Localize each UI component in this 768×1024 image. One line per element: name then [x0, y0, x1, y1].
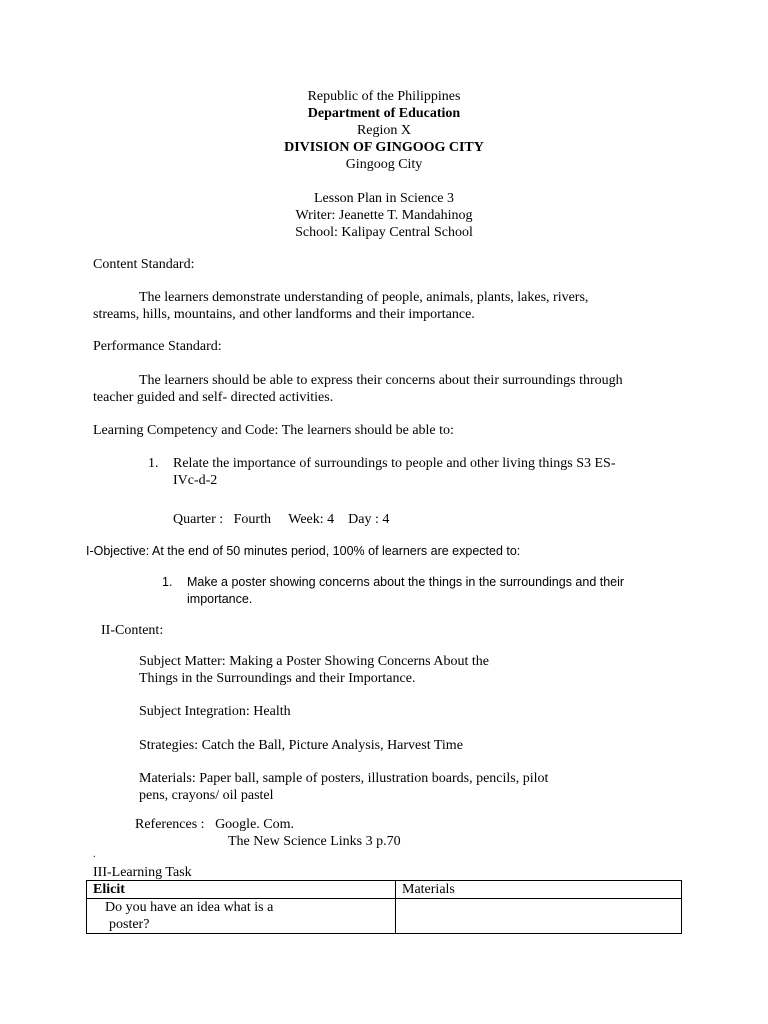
objective-item-line-2: importance. — [187, 592, 253, 606]
subject-matter-line-1: Subject Matter: Making a Poster Showing Concerns About the — [139, 654, 489, 669]
objective-heading: I-Objective: At the end of 50 minutes period, 100% of learners are expected to: — [86, 544, 521, 558]
performance-standard-heading: Performance Standard: — [93, 339, 222, 354]
competency-heading: Learning Competency and Code: The learners should be able to: — [93, 423, 454, 438]
objective-item-line-1: Make a poster showing concerns about the things in the surroundings and their — [187, 575, 625, 589]
competency-item-line-2: IVc-d-2 — [173, 473, 218, 488]
elicit-question-line-2: poster? — [109, 917, 150, 932]
learning-task-table — [86, 880, 682, 934]
header-department: Department of Education — [307, 106, 461, 121]
objective-number: 1. — [162, 575, 173, 589]
table-header-materials: Materials — [396, 881, 682, 899]
elicit-question-line-1: Do you have an idea what is a — [105, 900, 274, 915]
table-cell-materials — [396, 899, 682, 934]
references-line-2: The New Science Links 3 p.70 — [228, 834, 401, 849]
header-region: Region X — [356, 123, 412, 138]
content-heading: II-Content: — [101, 623, 164, 638]
writer-line: Writer: Jeanette T. Mandahinog — [295, 208, 473, 223]
stray-dot: . — [93, 849, 96, 860]
strategies: Strategies: Catch the Ball, Picture Analysis, Harvest Time — [139, 738, 463, 753]
competency-number: 1. — [148, 456, 159, 471]
references-line-1: References : Google. Com. — [135, 817, 295, 832]
header-city: Gingoog City — [345, 157, 423, 172]
table-row — [87, 899, 682, 934]
competency-item-line-1: Relate the importance of surroundings to people and other living things S3 ES- — [173, 456, 616, 471]
learning-task-heading: III-Learning Task — [93, 865, 192, 880]
materials-line-2: pens, crayons/ oil pastel — [139, 788, 274, 803]
table-header-row — [87, 881, 682, 899]
subject-integration: Subject Integration: Health — [139, 704, 291, 719]
content-standard-text-2: streams, hills, mountains, and other landforms and their importance. — [93, 307, 475, 322]
school-line: School: Kalipay Central School — [295, 225, 473, 240]
header-country: Republic of the Philippines — [307, 89, 461, 104]
table-cell-elicit — [87, 899, 396, 934]
performance-standard-text-1: The learners should be able to express their concerns about their surroundings through — [139, 373, 623, 388]
quarter-week-day: Quarter : Fourth Week: 4 Day : 4 — [173, 512, 390, 527]
lesson-title: Lesson Plan in Science 3 — [314, 191, 454, 206]
content-standard-text-1: The learners demonstrate understanding of people, animals, plants, lakes, rivers, — [139, 290, 589, 305]
table-header-elicit: Elicit — [87, 881, 396, 899]
content-standard-heading: Content Standard: — [93, 257, 195, 272]
subject-matter-line-2: Things in the Surroundings and their Importance. — [139, 671, 416, 686]
header-division: DIVISION OF GINGOOG CITY — [284, 140, 484, 155]
performance-standard-text-2: teacher guided and self- directed activities. — [93, 390, 334, 405]
materials-line-1: Materials: Paper ball, sample of posters, illustration boards, pencils, pilot — [139, 771, 549, 786]
